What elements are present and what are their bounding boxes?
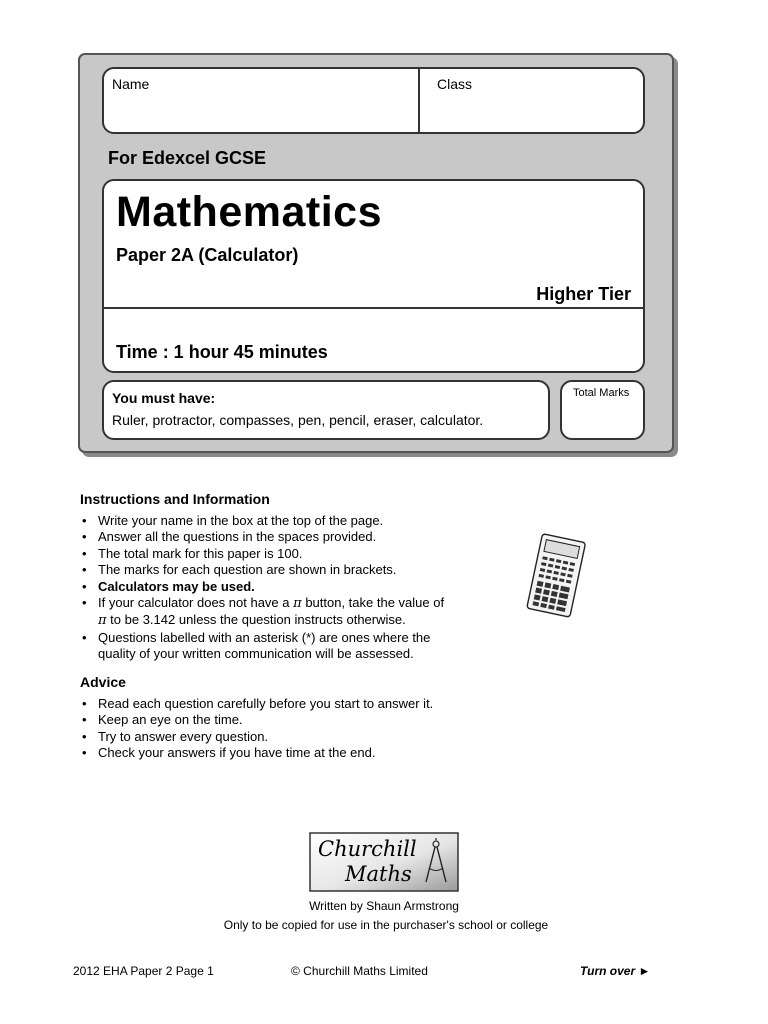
list-item: • Keep an eye on the time. <box>80 712 500 728</box>
written-by: Written by Shaun Armstrong <box>309 899 459 913</box>
pi-symbol: π <box>293 596 302 612</box>
advice-list <box>80 696 500 762</box>
list-item: • Try to answer every question. <box>80 729 500 745</box>
name-class-box <box>102 67 645 134</box>
class-label: Class <box>437 76 473 92</box>
compass-icon <box>422 838 450 886</box>
logo-text-maths: Maths <box>345 862 412 886</box>
list-item: • If your calculator does not have a π button, take the value of π to be 3.142 unless the question instructs otherwise. <box>80 595 500 630</box>
paper-title: Paper 2A (Calculator) <box>116 245 299 265</box>
title-divider <box>104 307 643 309</box>
list-item: • Check your answers if you have time at the end. <box>80 745 500 761</box>
pi-symbol: π <box>98 613 107 629</box>
subject-title: Mathematics <box>116 188 382 236</box>
must-have-items: Ruler, protractor, compasses, pen, pencil, eraser, calculator. <box>112 412 484 428</box>
footer-page-info: 2012 EHA Paper 2 Page 1 <box>73 964 214 978</box>
must-have-box <box>102 380 550 440</box>
name-label: Name <box>112 76 150 92</box>
time-label: Time : 1 hour 45 minutes <box>116 342 328 362</box>
instructions-list <box>80 513 500 663</box>
exam-board: For Edexcel GCSE <box>108 148 267 168</box>
turn-over-label: Turn over ► <box>580 964 651 978</box>
list-item: • Write your name in the box at the top of the page. <box>80 513 500 529</box>
instructions-heading: Instructions and Information <box>80 491 270 507</box>
tier-label: Higher Tier <box>536 284 631 304</box>
list-item: • Answer all the questions in the spaces provided. <box>80 529 500 545</box>
list-item: • Read each question carefully before you start to answer it. <box>80 696 500 712</box>
footer-copyright: © Churchill Maths Limited <box>291 964 428 978</box>
list-item: • The total mark for this paper is 100. <box>80 546 500 562</box>
advice-heading: Advice <box>80 674 126 690</box>
list-item: • Calculators may be used. <box>80 579 500 595</box>
calculator-icon <box>518 533 590 619</box>
name-class-divider <box>418 67 420 134</box>
must-have-title: You must have: <box>112 390 216 406</box>
logo-text-churchill: Churchill <box>318 837 417 861</box>
list-item: • Questions labelled with an asterisk (*) are ones where the quality of your written communication will be assessed. <box>80 630 500 663</box>
copy-note: Only to be copied for use in the purchaser's school or college <box>223 918 549 932</box>
total-marks-label: Total Marks <box>573 387 630 399</box>
list-item: • The marks for each question are shown in brackets. <box>80 562 500 578</box>
